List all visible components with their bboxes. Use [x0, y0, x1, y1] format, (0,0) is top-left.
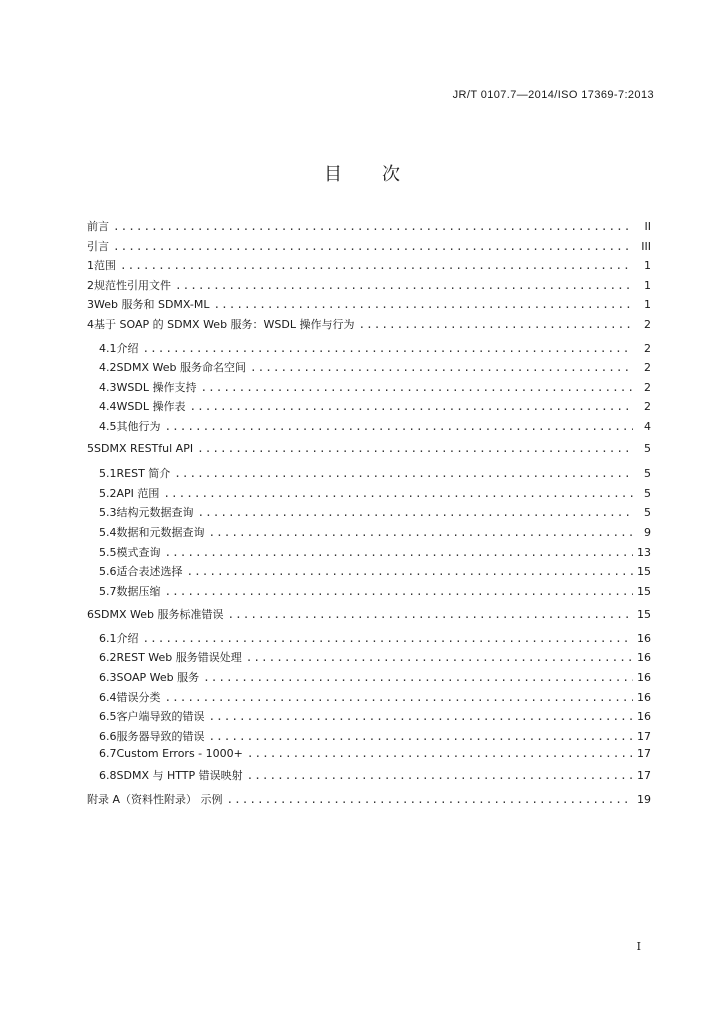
toc-entry-page: 5: [644, 486, 651, 500]
toc-entry-number: 4: [87, 317, 94, 331]
toc-entry-label: 介绍: [116, 341, 139, 355]
toc-entry-label: Custom Errors - 1000+: [116, 747, 243, 761]
toc-entry-label: WSDL 操作表: [116, 400, 186, 414]
page-title: [0, 160, 724, 186]
toc-entry-number: 6.3: [99, 671, 117, 685]
toc-entry-page: 1: [644, 278, 651, 292]
toc-entry-page: 16: [637, 690, 651, 704]
toc-entry-page: 15: [637, 608, 651, 622]
toc-entry-page: 2: [644, 380, 651, 394]
toc-leader-dots: [227, 793, 633, 806]
toc-entry-number: 6.8: [99, 769, 117, 783]
toc-entry-label: REST 简介: [116, 467, 171, 481]
toc-entry-page: 17: [637, 747, 651, 761]
toc-entry[interactable]: [87, 340, 651, 360]
toc-entry-page: 2: [644, 361, 651, 375]
toc-entry-label: 引言: [87, 239, 109, 253]
toc-entry-page: 5: [644, 441, 651, 455]
title-part-1: 目: [324, 164, 342, 185]
toc-entry-number: 5.6: [99, 565, 117, 579]
toc-leader-dots: [246, 651, 633, 664]
toc-entry-page: 2: [644, 341, 651, 355]
toc-leader-dots: [187, 565, 634, 578]
toc-entry[interactable]: [87, 238, 651, 258]
toc-leader-dots: [198, 506, 634, 519]
toc-entry-label: Web 服务和 SDMX-ML: [94, 298, 210, 312]
toc-entry[interactable]: [87, 630, 651, 650]
toc-entry-page: 5: [644, 467, 651, 481]
toc-entry-label: 其他行为: [116, 419, 161, 433]
toc-entry[interactable]: [87, 418, 651, 438]
toc-entry-label: SDMX Web 服务命名空间: [116, 361, 246, 375]
toc-entry-page: 9: [644, 525, 651, 539]
toc-entry-page: 17: [637, 729, 651, 743]
toc-leader-dots: [174, 467, 633, 480]
toc-entry-label: 适合表述选择: [116, 565, 183, 579]
toc-entry[interactable]: [87, 257, 651, 277]
toc-entry[interactable]: [87, 708, 651, 728]
toc-entry-label: 数据压缩: [116, 584, 161, 598]
toc-entry[interactable]: [87, 465, 651, 485]
toc-entry-label: 服务器导致的错误: [116, 729, 205, 743]
toc-entry-page: 19: [637, 792, 651, 806]
toc-entry-label: SDMX 与 HTTP 错误映射: [116, 769, 243, 783]
toc-entry-page: 16: [637, 651, 651, 665]
toc-entry-number: 5.2: [99, 486, 117, 500]
toc-entry[interactable]: [87, 379, 651, 399]
toc-leader-dots: [203, 671, 633, 684]
toc-entry-page: 17: [637, 769, 651, 783]
toc-entry-number: 2: [87, 278, 94, 292]
toc-entry-page: 1: [644, 259, 651, 273]
toc-entry-page: 4: [644, 419, 651, 433]
toc-leader-dots: [163, 487, 633, 500]
toc-entry-label: 模式查询: [116, 545, 161, 559]
toc-leader-dots: [247, 769, 633, 782]
toc-entry-label: SDMX Web 服务标准错误: [94, 608, 224, 622]
toc-entry-label: 错误分类: [116, 690, 161, 704]
toc-entry-label: 基于 SOAP 的 SDMX Web 服务：WSDL 操作与行为: [94, 317, 355, 331]
toc-entry-page: 5: [644, 506, 651, 520]
toc-entry-number: 6.1: [99, 631, 117, 645]
toc-entry[interactable]: [87, 485, 651, 505]
toc-entry-label: SOAP Web 服务: [116, 671, 200, 685]
toc-entry[interactable]: [87, 563, 651, 583]
toc-entry-number: 4.5: [99, 419, 117, 433]
toc-entry[interactable]: [87, 218, 651, 238]
toc-entry-page: III: [641, 239, 651, 253]
toc-entry-label: WSDL 操作支持: [116, 380, 197, 394]
toc-leader-dots: [359, 318, 633, 331]
toc-entry-page: 15: [637, 584, 651, 598]
toc-leader-dots: [165, 546, 634, 559]
toc-leader-dots: [113, 220, 633, 233]
toc-entry-number: 6.4: [99, 690, 117, 704]
toc-entry[interactable]: [87, 359, 651, 379]
toc-entry-number: 6.5: [99, 710, 117, 724]
toc-entry-label: 客户端导致的错误: [116, 710, 205, 724]
toc-entry[interactable]: [87, 728, 651, 748]
toc-entry-number: 1: [87, 259, 94, 273]
toc-entry-label: REST Web 服务错误处理: [116, 651, 242, 665]
toc-entry-number: 3: [87, 298, 94, 312]
toc-entry[interactable]: [87, 606, 651, 626]
toc-entry[interactable]: [87, 277, 651, 297]
table-of-contents: [87, 218, 651, 810]
toc-entry-page: 15: [637, 565, 651, 579]
toc-leader-dots: [165, 585, 634, 598]
toc-entry[interactable]: [87, 296, 651, 316]
toc-entry[interactable]: [87, 316, 651, 336]
toc-entry[interactable]: [87, 767, 651, 787]
toc-entry-number: 5.3: [99, 506, 117, 520]
toc-entry[interactable]: [87, 504, 651, 524]
toc-entry-number: 6.2: [99, 651, 117, 665]
toc-entry[interactable]: [87, 791, 651, 811]
toc-entry[interactable]: [87, 544, 651, 564]
toc-entry-label: 前言: [87, 220, 109, 233]
toc-entry-number: 4.1: [99, 341, 117, 355]
toc-entry-number: 4.4: [99, 400, 117, 414]
title-part-2: 次: [382, 164, 400, 185]
toc-entry-page: II: [644, 220, 651, 233]
toc-entry-page: 2: [644, 400, 651, 414]
toc-entry-number: 6.7: [99, 747, 117, 761]
toc-entry-number: 5: [87, 441, 94, 455]
toc-leader-dots: [209, 710, 634, 723]
page-number: I: [636, 940, 641, 953]
toc-entry[interactable]: [87, 442, 651, 462]
standard-code: JR/T 0107.7—2014/ISO 17369-7:2013: [452, 89, 654, 101]
toc-entry-label: 规范性引用文件: [94, 278, 171, 292]
toc-entry-number: 5.4: [99, 525, 117, 539]
toc-entry-page: 13: [637, 545, 651, 559]
toc-leader-dots: [165, 420, 634, 433]
toc-leader-dots: [113, 240, 633, 253]
toc-leader-dots: [120, 259, 633, 272]
toc-entry[interactable]: [87, 649, 651, 669]
toc-leader-dots: [200, 381, 633, 394]
toc-leader-dots: [214, 298, 634, 311]
toc-leader-dots: [209, 526, 634, 539]
toc-entry-number: 6.6: [99, 729, 117, 743]
toc-entry-label: 介绍: [116, 631, 139, 645]
toc-entry-label: API 范围: [116, 486, 160, 500]
toc-entry[interactable]: [87, 524, 651, 544]
toc-entry[interactable]: [87, 747, 651, 767]
toc-entry-number: 4.3: [99, 380, 117, 394]
toc-leader-dots: [175, 279, 633, 292]
toc-entry-page: 1: [644, 298, 651, 312]
toc-leader-dots: [247, 747, 633, 760]
toc-entry-label: 结构元数据查询: [116, 506, 194, 520]
toc-entry-number: 5.1: [99, 467, 117, 481]
toc-entry-label: 数据和元数据查询: [116, 525, 205, 539]
toc-entry-number: 5.5: [99, 545, 117, 559]
toc-entry-page: 16: [637, 671, 651, 685]
toc-leader-dots: [197, 442, 633, 455]
toc-entry-number: 4.2: [99, 361, 117, 375]
toc-entry-number: 6: [87, 608, 94, 622]
toc-leader-dots: [165, 691, 634, 704]
toc-leader-dots: [189, 400, 633, 413]
toc-entry[interactable]: [87, 669, 651, 689]
toc-entry-number: 5.7: [99, 584, 117, 598]
toc-entry[interactable]: [87, 398, 651, 418]
toc-entry-label: SDMX RESTful API: [94, 441, 194, 455]
toc-entry[interactable]: [87, 689, 651, 709]
toc-entry-label: 范围: [94, 259, 116, 273]
toc-leader-dots: [209, 730, 634, 743]
toc-leader-dots: [227, 608, 633, 621]
toc-entry-label: 附录 A（资料性附录） 示例: [87, 792, 223, 806]
toc-entry-page: 2: [644, 317, 651, 331]
toc-entry[interactable]: [87, 583, 651, 603]
toc-leader-dots: [143, 632, 634, 645]
toc-entry-page: 16: [637, 710, 651, 724]
toc-leader-dots: [250, 361, 633, 374]
toc-entry-page: 16: [637, 631, 651, 645]
toc-leader-dots: [143, 342, 634, 355]
